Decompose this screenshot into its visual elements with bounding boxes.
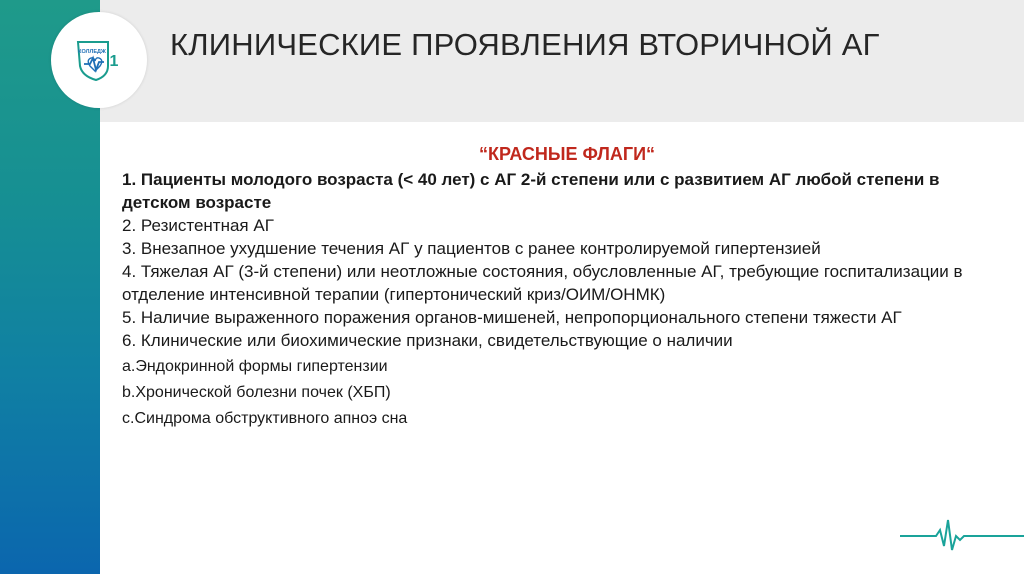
list-item: 1. Пациенты молодого возраста (< 40 лет) с АГ 2-й степени или с развитием АГ любой степени в детском возрасте bbox=[122, 170, 940, 212]
content-block bbox=[122, 143, 992, 430]
college-logo bbox=[51, 12, 147, 108]
sub-list-item: b.Хронической болезни почек (ХБП) bbox=[122, 384, 391, 401]
slide-title: КЛИНИЧЕСКИЕ ПРОЯВЛЕНИЯ ВТОРИЧНОЙ АГ bbox=[170, 27, 880, 62]
list-item: 3. Внезапное ухудшение течения АГ у пациентов с ранее контролируемой гипертензией bbox=[122, 239, 821, 258]
heartbeat-line-icon bbox=[900, 516, 1024, 556]
sub-list-item: c.Синдрома обструктивного апноэ сна bbox=[122, 410, 408, 427]
list-item: 5. Наличие выраженного поражения органов-мишеней, непропорционального степени тяжести АГ bbox=[122, 308, 902, 327]
list-item: 6. Клинические или биохимические признаки, свидетельствующие о наличии bbox=[122, 331, 733, 350]
logo-emblem-icon bbox=[74, 36, 124, 84]
list-item: 4. Тяжелая АГ (3-й степени) или неотложные состояния, обусловленные АГ, требующие госпитализации в отделение интенсивной терапии (гипертонический криз/ОИМ/ОНМК) bbox=[122, 262, 963, 304]
list-item: 2. Резистентная АГ bbox=[122, 216, 274, 235]
red-flags-heading: “КРАСНЫЕ ФЛАГИ“ bbox=[478, 144, 656, 164]
sub-list-item: a.Эндокринной формы гипертензии bbox=[122, 358, 388, 375]
logo-text: КОЛЛЕДЖ bbox=[78, 49, 106, 55]
logo-number: 1 bbox=[109, 53, 119, 70]
